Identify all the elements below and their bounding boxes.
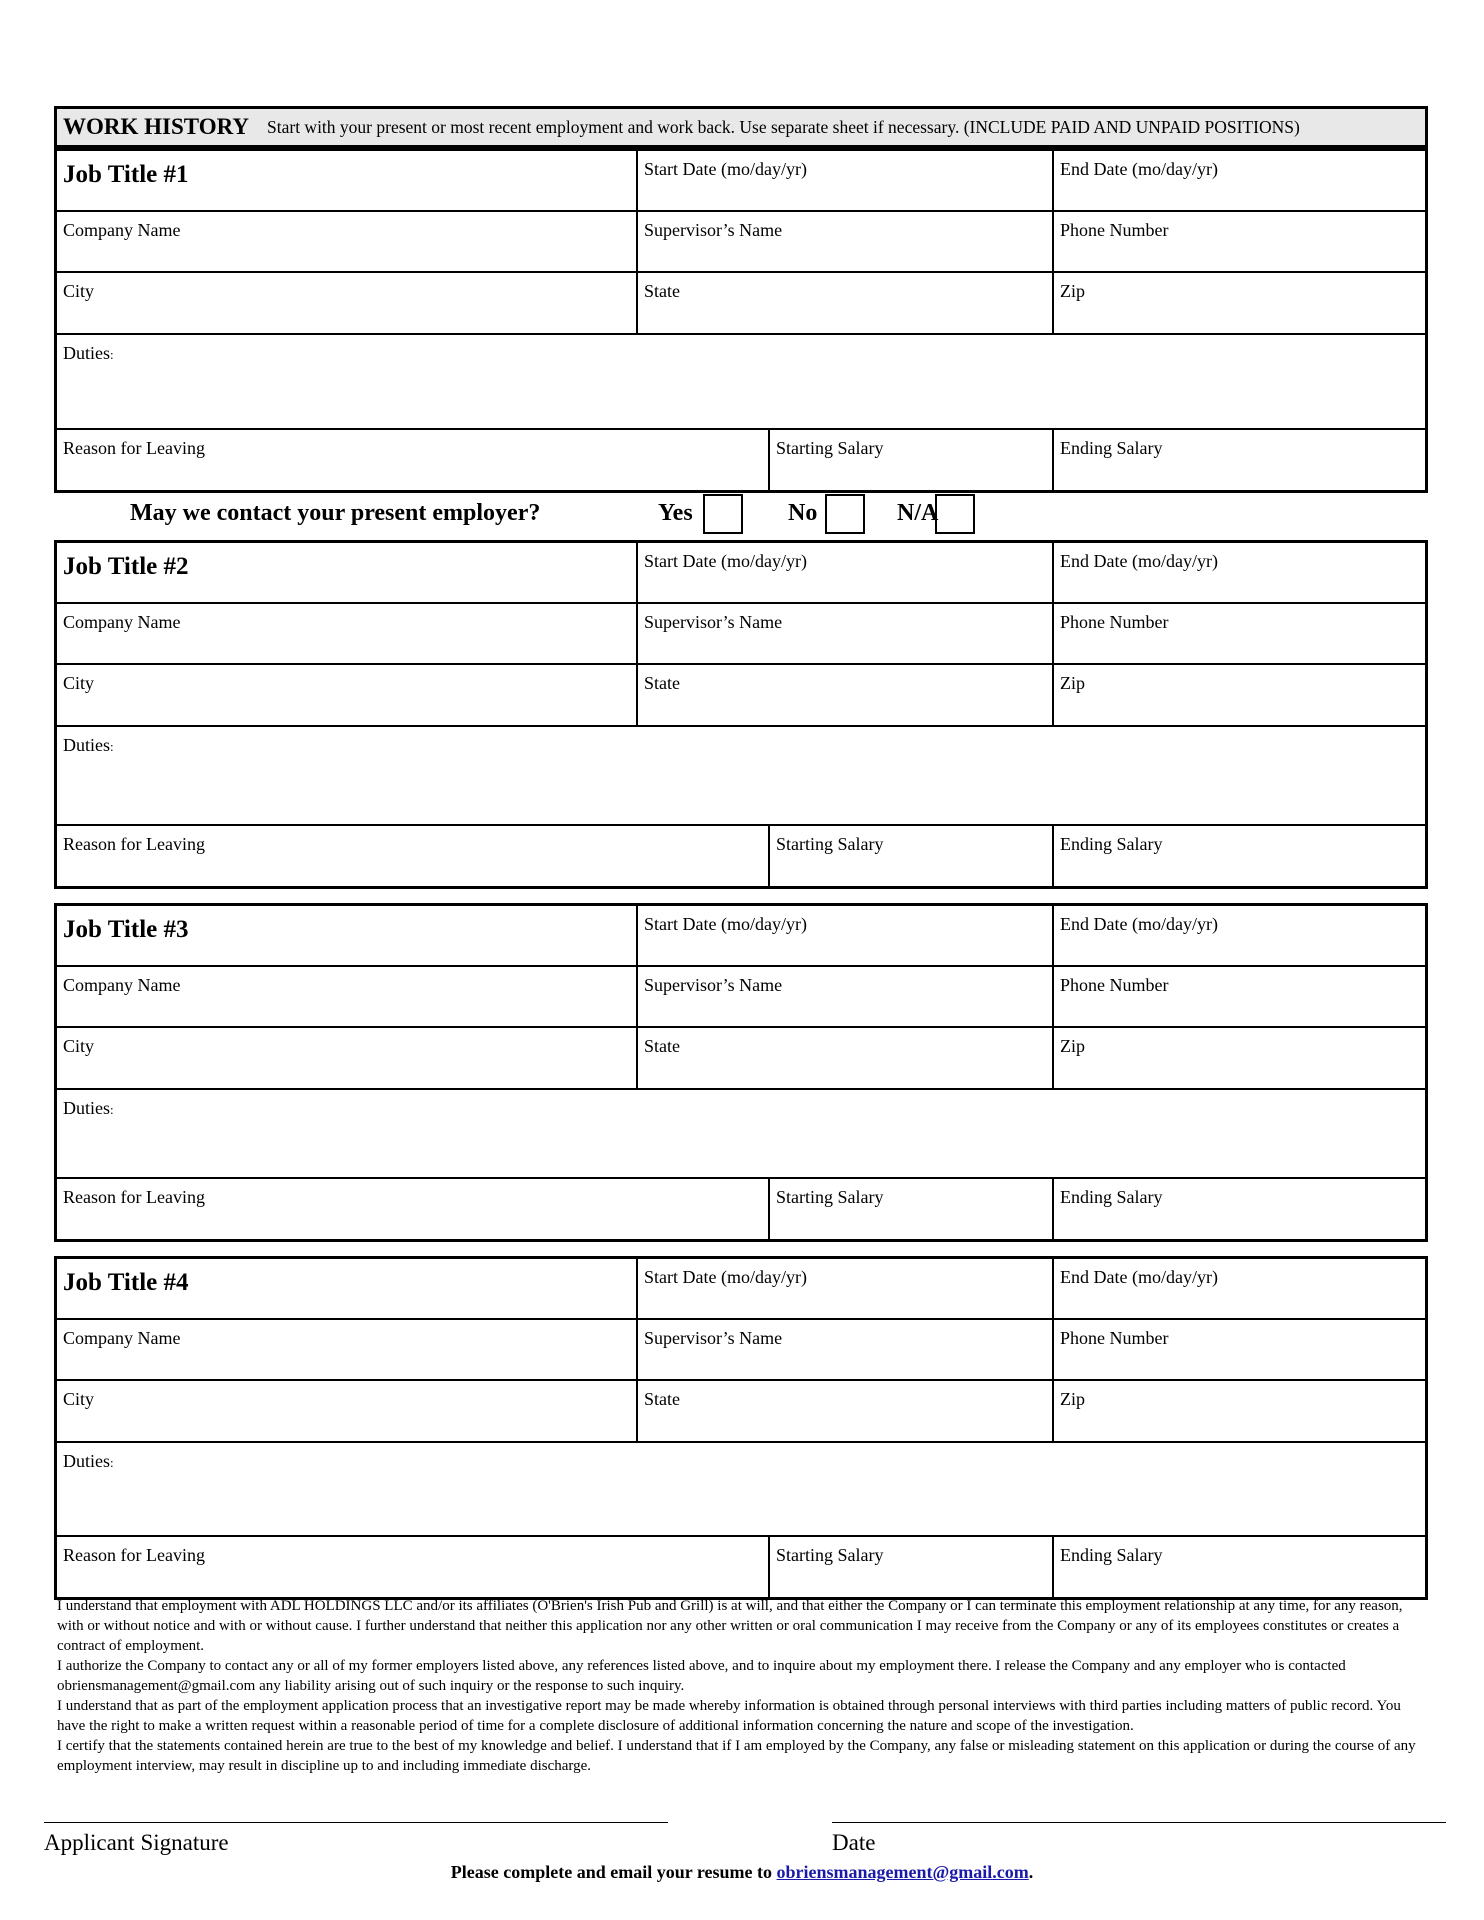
city-field[interactable]: City	[63, 1389, 95, 1409]
zip-field[interactable]: Zip	[1052, 273, 1425, 333]
ending-salary-field[interactable]: Ending Salary	[1052, 1179, 1425, 1239]
duties-field[interactable]: Duties:	[63, 1098, 114, 1118]
starting-salary-field[interactable]: Starting Salary	[768, 1537, 1052, 1597]
duties-field[interactable]: Duties:	[63, 1451, 114, 1471]
state-field[interactable]: State	[636, 1381, 1052, 1441]
date-label: Date	[832, 1830, 876, 1855]
city-field[interactable]: City	[63, 673, 95, 693]
authorization-statement: I authorize the Company to contact any or all of my former employers listed above, any references listed above, and to inquire about my employment there. I release the Company and any employer who is contacted obriensmanagement@gmail.com any liability arising out of such inquiry or the response to such inquiry.	[57, 1658, 1346, 1694]
job-title-field[interactable]: Job Title #4	[63, 1269, 189, 1296]
job-block-2	[54, 540, 1428, 889]
footer-text: Please complete and email your resume to	[450, 1862, 777, 1882]
ending-salary-field[interactable]: Ending Salary	[1052, 1537, 1425, 1597]
start-date-field[interactable]: Start Date (mo/day/yr)	[636, 1259, 1052, 1318]
zip-field[interactable]: Zip	[1052, 665, 1425, 725]
state-field[interactable]: State	[636, 1028, 1052, 1088]
phone-number-field[interactable]: Phone Number	[1052, 967, 1425, 1026]
job-block-3	[54, 903, 1428, 1242]
start-date-field[interactable]: Start Date (mo/day/yr)	[636, 151, 1052, 210]
certification-statement: I certify that the statements contained herein are true to the best of my knowledge and belief. I understand that if I am employed by the Company, any false or misleading statement on this application or during the course of any employment interview, may result in discipline up to and including immediate discharge.	[57, 1738, 1416, 1774]
phone-number-field[interactable]: Phone Number	[1052, 604, 1425, 663]
ending-salary-field[interactable]: Ending Salary	[1052, 430, 1425, 490]
phone-number-field[interactable]: Phone Number	[1052, 212, 1425, 271]
end-date-field[interactable]: End Date (mo/day/yr)	[1052, 906, 1425, 965]
supervisor-name-field[interactable]: Supervisor’s Name	[636, 604, 1052, 663]
duties-label: Duties	[63, 735, 110, 755]
starting-salary-field[interactable]: Starting Salary	[768, 826, 1052, 886]
starting-salary-field[interactable]: Starting Salary	[768, 1179, 1052, 1239]
duties-label: Duties	[63, 343, 110, 363]
company-name-field[interactable]: Company Name	[63, 975, 181, 995]
work-history-header	[54, 106, 1428, 148]
yes-label: Yes	[658, 500, 693, 526]
company-name-field[interactable]: Company Name	[63, 1328, 181, 1348]
duties-field[interactable]: Duties:	[63, 735, 114, 755]
city-field[interactable]: City	[63, 1036, 95, 1056]
state-field[interactable]: State	[636, 665, 1052, 725]
job-block-1	[54, 148, 1428, 493]
state-field[interactable]: State	[636, 273, 1052, 333]
city-field[interactable]: City	[63, 281, 95, 301]
company-name-field[interactable]: Company Name	[63, 220, 181, 240]
applicant-signature-label: Applicant Signature	[44, 1830, 229, 1855]
date-line[interactable]	[832, 1822, 1446, 1823]
job-title-field[interactable]: Job Title #2	[63, 553, 189, 580]
reason-for-leaving-field[interactable]: Reason for Leaving	[63, 1187, 205, 1207]
section-title: WORK HISTORY	[63, 114, 249, 139]
end-date-field[interactable]: End Date (mo/day/yr)	[1052, 151, 1425, 210]
phone-number-field[interactable]: Phone Number	[1052, 1320, 1425, 1379]
email-link[interactable]: obriensmanagement@gmail.com	[776, 1862, 1029, 1882]
start-date-field[interactable]: Start Date (mo/day/yr)	[636, 906, 1052, 965]
contact-question-label: May we contact your present employer?	[130, 500, 541, 526]
contact-employer-question	[130, 494, 1030, 536]
company-name-field[interactable]: Company Name	[63, 612, 181, 632]
at-will-statement: I understand that employment with ADL HOLDINGS LLC and/or its affiliates (O'Brien's Irish Pub and Grill) is at will, and that either the Company or I can terminate this employment relationship at any time, for any reason, with or without notice and with or without cause. I further understand that neither this application nor any other written or oral communication I may receive from the Company or any of its employees constitutes or creates a contract of employment.	[57, 1598, 1403, 1654]
duties-label: Duties	[63, 1451, 110, 1471]
applicant-signature-line[interactable]	[44, 1822, 668, 1823]
start-date-field[interactable]: Start Date (mo/day/yr)	[636, 543, 1052, 602]
supervisor-name-field[interactable]: Supervisor’s Name	[636, 212, 1052, 271]
supervisor-name-field[interactable]: Supervisor’s Name	[636, 967, 1052, 1026]
no-label: No	[788, 500, 818, 526]
end-date-field[interactable]: End Date (mo/day/yr)	[1052, 543, 1425, 602]
no-checkbox[interactable]	[825, 494, 865, 534]
job-title-field[interactable]: Job Title #3	[63, 916, 189, 943]
reason-for-leaving-field[interactable]: Reason for Leaving	[63, 438, 205, 458]
duties-field[interactable]: Duties:	[63, 343, 114, 363]
footer-instruction: Please complete and email your resume to obriensmanagement@gmail.com.	[450, 1862, 1034, 1882]
zip-field[interactable]: Zip	[1052, 1381, 1425, 1441]
na-checkbox[interactable]	[935, 494, 975, 534]
reason-for-leaving-field[interactable]: Reason for Leaving	[63, 834, 205, 854]
job-block-4	[54, 1256, 1428, 1600]
ending-salary-field[interactable]: Ending Salary	[1052, 826, 1425, 886]
supervisor-name-field[interactable]: Supervisor’s Name	[636, 1320, 1052, 1379]
job-title-field[interactable]: Job Title #1	[63, 161, 189, 188]
yes-checkbox[interactable]	[703, 494, 743, 534]
end-date-field[interactable]: End Date (mo/day/yr)	[1052, 1259, 1425, 1318]
na-label: N/A	[897, 500, 939, 526]
reason-for-leaving-field[interactable]: Reason for Leaving	[63, 1545, 205, 1565]
legal-statements	[57, 1596, 1427, 1776]
starting-salary-field[interactable]: Starting Salary	[768, 430, 1052, 490]
zip-field[interactable]: Zip	[1052, 1028, 1425, 1088]
duties-label: Duties	[63, 1098, 110, 1118]
investigative-report-statement: I understand that as part of the employment application process that an investigative report may be made whereby information is obtained through personal interviews with third parties including matters of public record. You have the right to make a written request within a reasonable period of time for a complete disclosure of additional information concerning the nature and scope of the investigation.	[57, 1698, 1401, 1734]
section-instructions: Start with your present or most recent employment and work back. Use separate sheet if necessary. (INCLUDE PAID AND UNPAID POSITIONS)	[267, 116, 1300, 137]
